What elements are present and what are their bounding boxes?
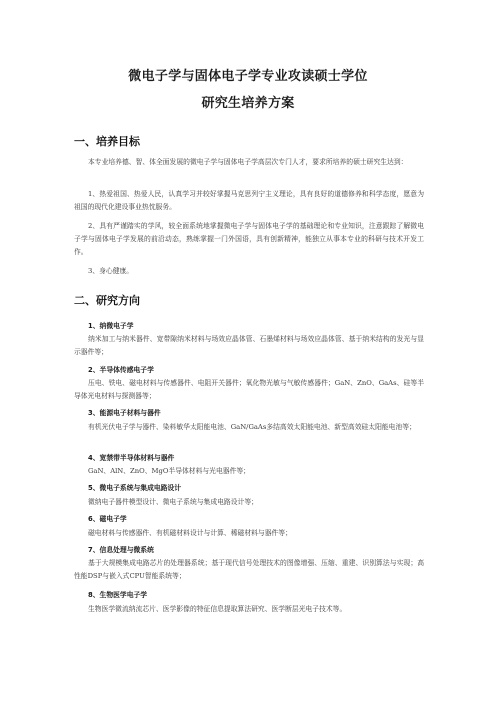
objective-item-3: 3、身心健康。: [88, 267, 134, 275]
direction-title: 3、能源电子材料与器件: [88, 409, 161, 417]
objective-item-2: 2、具有严谨踏实的学风，较全面系统地掌握微电子学与固体电子学的基础理论和专业知识，注意跟踪了解微电子学与固体电子学发展的前沿动态，熟练掌握一门外国语，具有创新精神，能独立从事本专业的科研与技术开发工作。: [74, 222, 424, 256]
direction-title: 4、宽禁带半导体材料与器件: [88, 454, 175, 462]
document-title-line2: 研究生培养方案: [201, 96, 295, 111]
objective-item-1: 1、热爱祖国、热爱人民，认真学习并较好掌握马克思列宁主义理论，具有良好的道德修养和科学态度，愿意为祖国的现代化建设事业热忱服务。: [74, 190, 424, 211]
direction-title: 7、信息处理与微系统: [88, 546, 154, 554]
direction-desc: 压电、铁电、磁电材料与传感器件、电阻开关器件；氧化物光敏与气敏传感器件；GaN、ZnO、GaAs、硅等半导体光电材料与探测器等；: [74, 379, 424, 400]
direction-title: 1、纳微电子学: [88, 322, 134, 330]
direction-desc: 基于大规模集成电路芯片的处理器系统；基于现代信号处理技术的图像增强、压缩、重建、识别算法与实现；高性能DSP与嵌入式CPU智能系统等；: [74, 559, 424, 580]
direction-title: 8、生物医学电子学: [88, 591, 148, 599]
direction-title: 5、微电子系统与集成电路设计: [88, 484, 182, 492]
direction-desc: GaN、AlN、ZnO、MgO半导体材料与光电器件等；: [88, 467, 250, 475]
direction-title: 2、半导体传感电子学: [88, 366, 154, 374]
section-heading-research-directions: 二、研究方向: [74, 294, 140, 307]
direction-desc: 磁电材料与传感器件、有机磁材料设计与计算、稀磁材料与器件等；: [88, 529, 292, 537]
direction-desc: 纳米加工与纳米器件、宽带隙纳米材料与场效应晶体管、石墨烯材料与场效应晶体管、基于纳米结构的发光与显示器件等；: [74, 335, 424, 356]
direction-desc: 生物医学微流纳流芯片、医学影像的特征信息提取算法研究、医学断层光电子技术等。: [88, 605, 347, 613]
direction-title: 6、磁电子学: [88, 515, 127, 523]
direction-desc: 有机光伏电子学与器件、染料敏华太阳能电池、GaN/GaAs多结高效太阳能电池、新型高效硅太阳能电池等；: [88, 423, 416, 431]
document-title-line1: 微电子学与固体电子学专业攻读硕士学位: [128, 69, 368, 84]
objectives-intro: 本专业培养德、智、体全面发展的微电子学与固体电子学高层次专门人才，要求所培养的硕士研究生达到：: [88, 158, 408, 166]
direction-desc: 微纳电子器件模型设计、微电子系统与集成电路设计等；: [88, 498, 258, 506]
section-heading-objectives: 一、培养目标: [74, 135, 140, 148]
